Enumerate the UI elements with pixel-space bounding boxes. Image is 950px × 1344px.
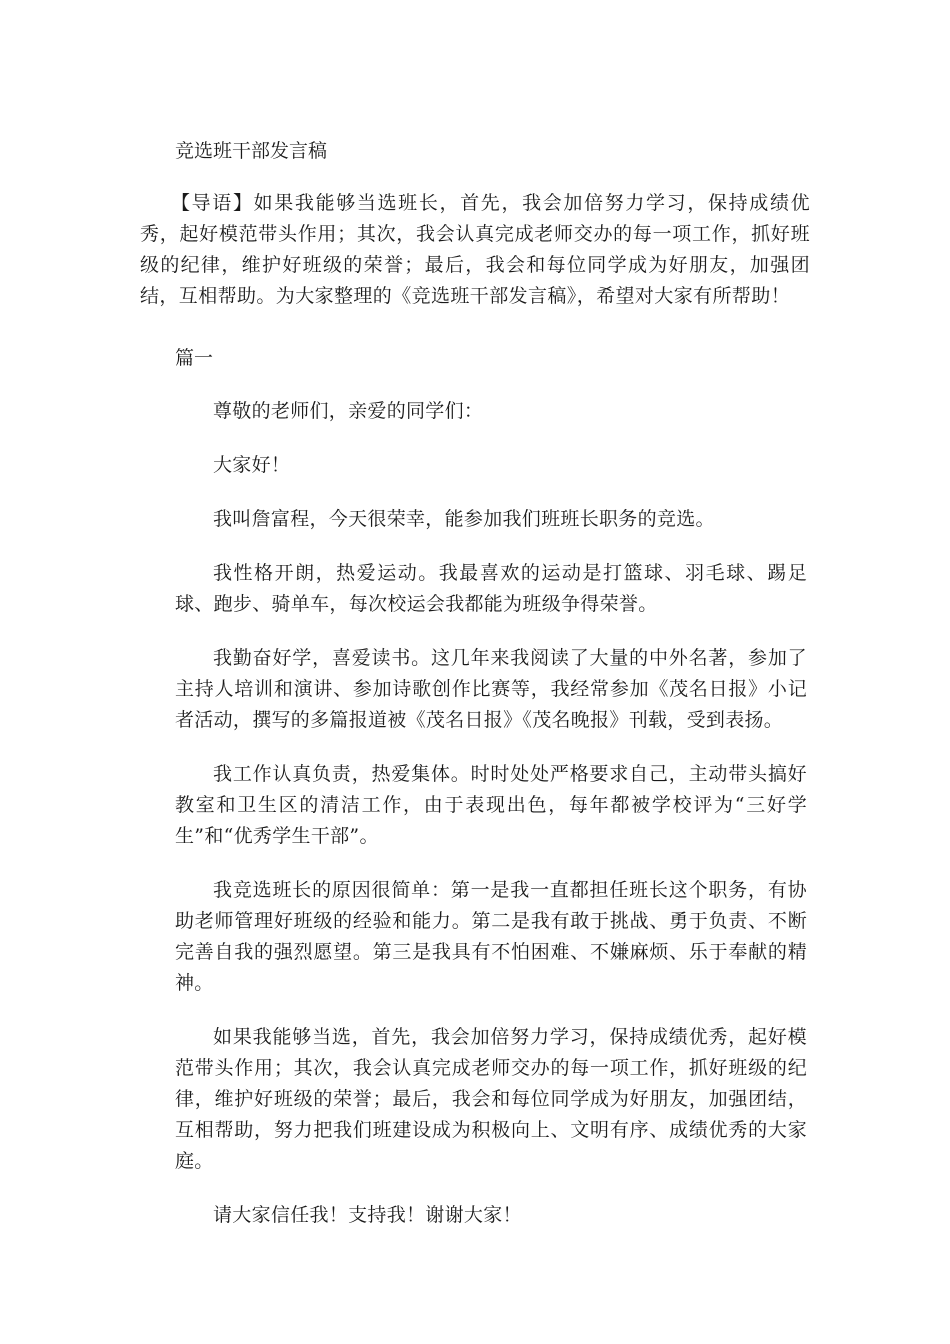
document-title: 竞选班干部发言稿 <box>175 140 328 162</box>
paragraph: 我勤奋好学，喜爱读书。这几年来我阅读了大量的中外名著，参加了主持人培训和演讲、参加诗歌创作比赛等，我经常参加《茂名日报》小记者活动，撰写的多篇报道被《茂名日报》《茂名晚报》刊载，受到表扬。 <box>175 647 807 731</box>
intro-paragraph: 【导语】如果我能够当选班长，首先，我会加倍努力学习，保持成绩优秀，起好模范带头作用；其次，我会认真完成老师交办的每一项工作，抓好班级的纪律，维护好班级的荣誉；最后，我会和每位同学成为好朋友，加强团结，互相帮助。为大家整理的《竞选班干部发言稿》，希望对大家有所帮助！ <box>140 192 810 307</box>
paragraph: 大家好！ <box>213 454 291 476</box>
paragraph: 我性格开朗，热爱运动。我最喜欢的运动是打篮球、羽毛球、踢足球、跑步、骑单车，每次校运会我都能为班级争得荣誉。 <box>175 562 807 615</box>
section-heading: 篇一 <box>175 347 214 369</box>
speech-body <box>175 396 807 1254</box>
paragraph: 我竞选班长的原因很简单：第一是我一直都担任班长这个职务，有协助老师管理好班级的经验和能力。第二是我有敢于挑战、勇于负责、不断完善自我的强烈愿望。第三是我具有不怕困难、不嫌麻烦、乐于奉献的精神。 <box>175 879 807 994</box>
paragraph: 我工作认真负责，热爱集体。时时处处严格要求自己，主动带头搞好教室和卫生区的清洁工作，由于表现出色，每年都被学校评为“三好学生”和“优秀学生干部”。 <box>175 763 807 847</box>
paragraph: 尊敬的老师们，亲爱的同学们： <box>213 400 484 422</box>
paragraph: 如果我能够当选，首先，我会加倍努力学习，保持成绩优秀，起好模范带头作用；其次，我会认真完成老师交办的每一项工作，抓好班级的纪律，维护好班级的荣誉；最后，我会和每位同学成为好朋友，加强团结，互相帮助，努力把我们班建设成为积极向上、文明有序、成绩优秀的大家庭。 <box>175 1026 807 1172</box>
paragraph: 我叫詹富程，今天很荣幸，能参加我们班班长职务的竞选。 <box>213 508 715 530</box>
paragraph: 请大家信任我！支持我！谢谢大家！ <box>213 1204 522 1226</box>
